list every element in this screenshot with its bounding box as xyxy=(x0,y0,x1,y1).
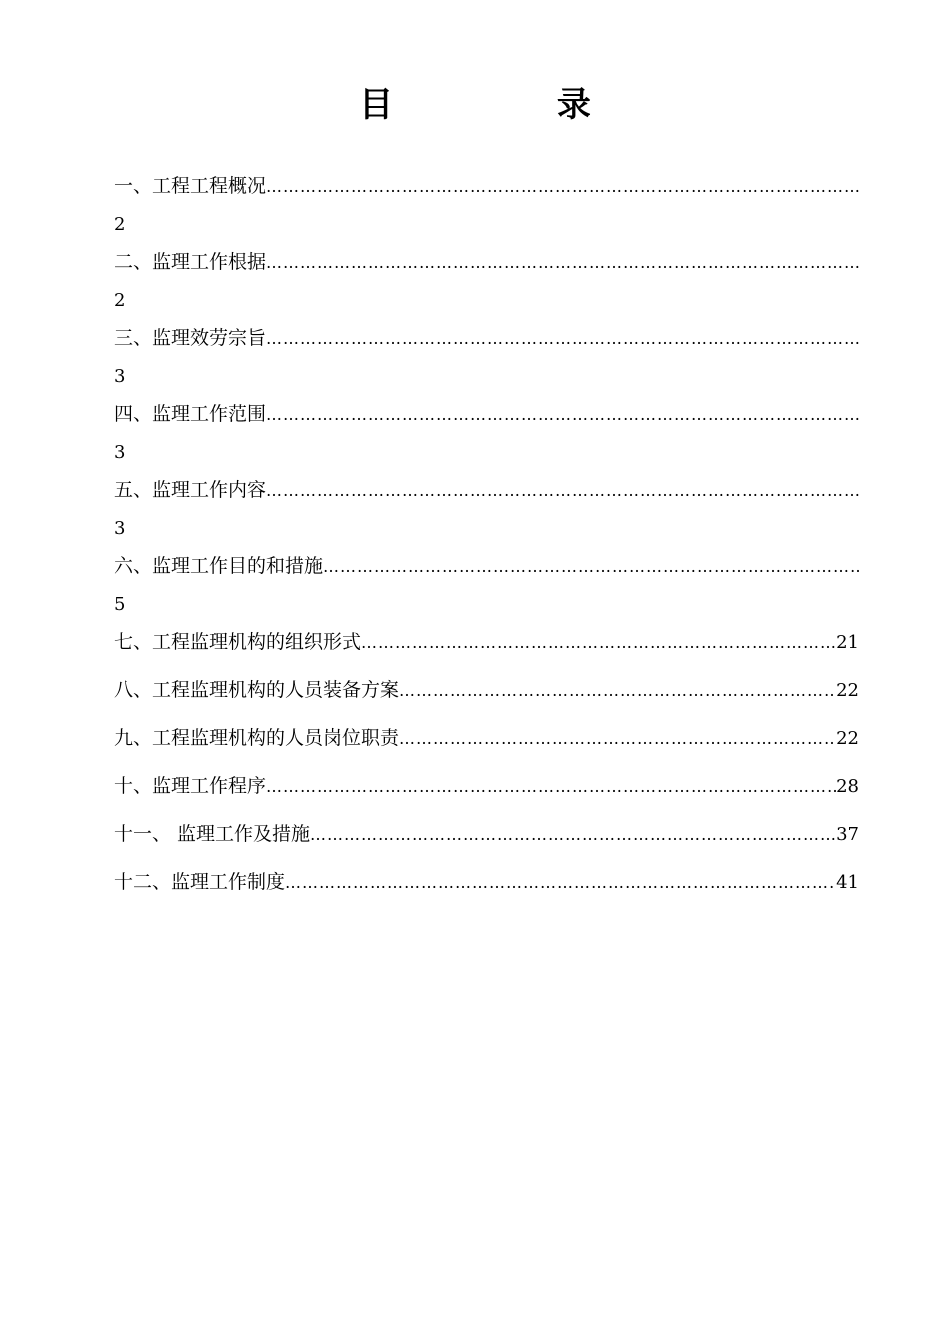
toc-entry[interactable] xyxy=(114,672,859,720)
toc-entry[interactable] xyxy=(114,816,859,864)
toc-entry-label: 六、监理工作目的和措施 xyxy=(114,555,324,577)
dot-leader xyxy=(266,321,859,357)
toc-entry[interactable] xyxy=(114,320,859,396)
toc-entry-label: 三、监理效劳宗旨 xyxy=(114,327,267,349)
toc-entry-page: 3 xyxy=(114,442,126,463)
dot-leader xyxy=(399,673,836,709)
toc-entry[interactable] xyxy=(114,624,859,672)
toc-entry-page: 21 xyxy=(836,632,859,653)
toc-entry-page: 28 xyxy=(836,776,859,797)
toc-entry-page: 22 xyxy=(836,728,859,749)
toc-entry-label: 八、工程监理机构的人员装备方案 xyxy=(114,679,400,701)
dot-leader xyxy=(285,865,836,901)
toc-entry-page: 41 xyxy=(836,872,859,893)
toc-entry[interactable] xyxy=(114,720,859,768)
toc-entry-label: 一、工程工程概况 xyxy=(114,175,267,197)
toc-entry-page: 2 xyxy=(114,214,126,235)
toc-entry-page: 22 xyxy=(836,680,859,701)
dot-leader xyxy=(266,245,859,281)
toc-entry[interactable] xyxy=(114,864,859,912)
dot-leader xyxy=(323,549,859,585)
toc-entry-label: 七、工程监理机构的组织形式 xyxy=(114,631,362,653)
toc-entry-label: 十一、 监理工作及措施 xyxy=(114,823,311,845)
toc-entry-page: 3 xyxy=(114,366,126,387)
toc-entry[interactable] xyxy=(114,548,859,624)
toc-entry-page: 37 xyxy=(836,824,859,845)
dot-leader xyxy=(310,817,836,853)
dot-leader xyxy=(266,473,859,509)
toc-entry-page: 2 xyxy=(114,290,126,311)
toc-entry-label: 五、监理工作内容 xyxy=(114,479,267,501)
dot-leader xyxy=(266,769,836,805)
dot-leader xyxy=(361,625,836,661)
dot-leader xyxy=(399,721,836,757)
toc-entry-page: 5 xyxy=(114,594,126,615)
toc-entry-label: 十、监理工作程序 xyxy=(114,775,267,797)
toc-entry[interactable] xyxy=(114,168,859,244)
toc-entry[interactable] xyxy=(114,396,859,472)
dot-leader xyxy=(266,397,859,433)
toc-entry[interactable] xyxy=(114,472,859,548)
toc-entry-label: 九、工程监理机构的人员岗位职责 xyxy=(114,727,400,749)
toc-entry-label: 四、监理工作范围 xyxy=(114,403,267,425)
toc-entry-label: 十二、监理工作制度 xyxy=(114,871,286,893)
table-of-contents xyxy=(114,168,859,912)
toc-title: 目 录 xyxy=(359,85,667,125)
toc-entry[interactable] xyxy=(114,768,859,816)
toc-entry-page: 3 xyxy=(114,518,126,539)
dot-leader xyxy=(266,169,859,205)
toc-entry[interactable] xyxy=(114,244,859,320)
toc-entry-label: 二、监理工作根据 xyxy=(114,251,267,273)
